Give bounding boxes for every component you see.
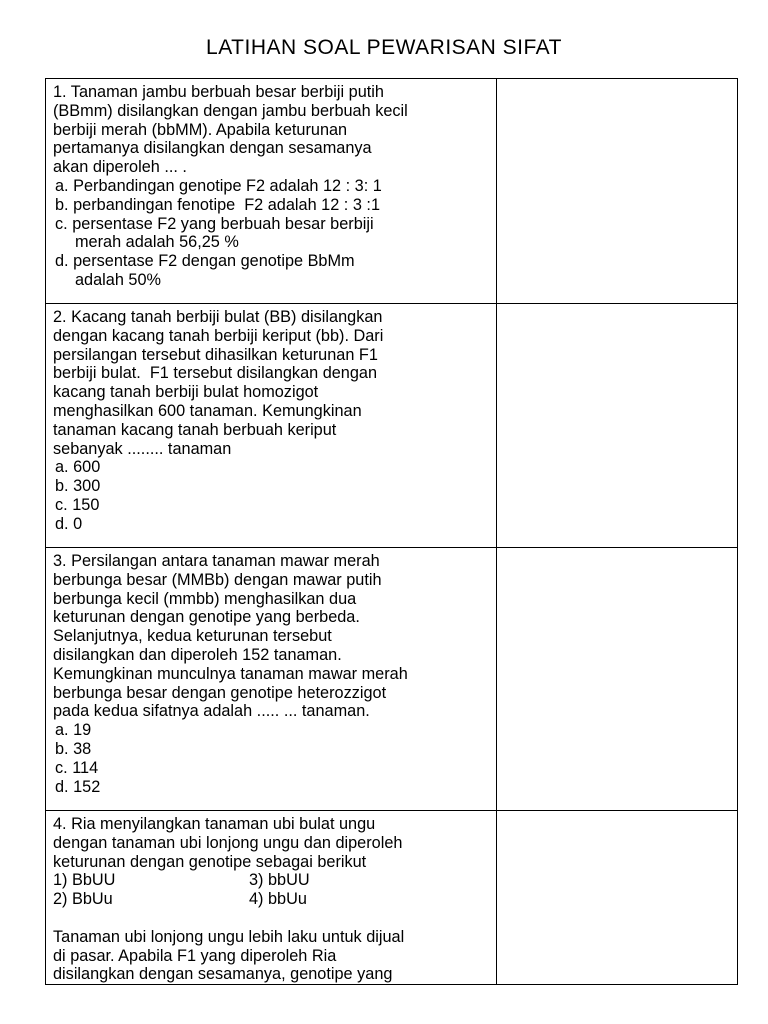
question-line: Selanjutnya, kedua keturunan tersebut [53, 627, 332, 646]
answer-cell-2 [497, 304, 738, 548]
question-table [45, 78, 738, 985]
option-text: Perbandingan genotipe F2 adalah 12 : 3: 1 [73, 176, 382, 195]
table-row [46, 304, 738, 548]
answer-option [53, 778, 490, 797]
answer-cell-3 [497, 548, 738, 811]
question-cell-1 [46, 79, 497, 304]
option-text: 152 [73, 777, 101, 796]
question-line: berbunga kecil (mmbb) menghasilkan dua [53, 589, 357, 608]
option-text: perbandingan fenotipe F2 adalah 12 : 3 :1 [73, 195, 380, 214]
question-line: berbiji bulat. F1 tersebut disilangkan dengan [53, 364, 378, 383]
table-row [46, 79, 738, 304]
option-text: 150 [72, 495, 100, 514]
question-line: berbunga besar (MMBb) dengan mawar putih [53, 570, 382, 589]
option-text: merah adalah 56,25 % [75, 233, 239, 252]
answer-option [53, 196, 490, 215]
answer-option [53, 252, 490, 290]
question-line: (BBmm) disilangkan dengan jambu berbuah kecil [53, 101, 408, 120]
option-label: b. [55, 477, 69, 496]
option-label: c. [55, 495, 68, 514]
genotype-list [53, 871, 490, 909]
page-title: LATIHAN SOAL PEWARISAN SIFAT [206, 36, 562, 59]
question-line: pada kedua sifatnya adalah ..... ... tanaman. [53, 702, 370, 721]
genotype-row [53, 890, 490, 909]
answer-cell-4 [497, 811, 738, 985]
question-line: pertamanya disilangkan dengan sesamanya [53, 139, 372, 158]
option-text: 600 [73, 458, 101, 477]
question-line: keturunan dengan genotipe sebagai berikut [53, 852, 367, 871]
question-line: berbiji merah (bbMM). Apabila keturunan [53, 120, 348, 139]
option-label: a. [55, 458, 69, 477]
question-line: 3. Persilangan antara tanaman mawar merah [53, 552, 380, 570]
option-text: adalah 50% [75, 270, 162, 289]
answer-option [53, 477, 490, 496]
genotype-item: 3) bbUU [249, 871, 310, 890]
option-label: c. [55, 758, 68, 777]
question-line: 2. Kacang tanah berbiji bulat (BB) disilangkan [53, 308, 383, 326]
genotype-item: 4) bbUu [249, 890, 307, 909]
answer-option [53, 496, 490, 515]
question-text-1 [46, 79, 496, 290]
question-line: berbunga besar dengan genotipe heterozzigot [53, 683, 387, 702]
option-text: persentase F2 dengan genotipe BbMm [73, 252, 355, 271]
answer-option [53, 515, 490, 534]
option-label: a. [55, 721, 69, 740]
question-line: sebanyak ........ tanaman [53, 439, 232, 458]
answer-option [53, 458, 490, 477]
question-cell-2 [46, 304, 497, 548]
question-line: kacang tanah berbiji bulat homozigot [53, 383, 319, 402]
question-line: Kemungkinan munculnya tanaman mawar merah [53, 664, 408, 683]
question-line: Tanaman ubi lonjong ungu lebih laku untuk dijual [53, 927, 405, 946]
option-label: b. [55, 195, 69, 214]
question-line: dengan tanaman ubi lonjong ungu dan diperoleh [53, 833, 403, 852]
option-text: 114 [72, 758, 99, 777]
answer-cell-1 [497, 79, 738, 304]
option-text: persentase F2 yang berbuah besar berbiji [72, 214, 374, 233]
question-text-3 [46, 548, 496, 796]
table-row [46, 811, 738, 985]
answer-option [53, 177, 490, 196]
question-line: disilangkan dan diperoleh 152 tanaman. [53, 645, 342, 664]
blank-line [53, 909, 490, 928]
option-text: 300 [73, 477, 101, 496]
option-label: d. [55, 252, 69, 271]
question-text-4 [46, 811, 496, 984]
answer-option [53, 740, 490, 759]
answer-option [53, 721, 490, 740]
table-row [46, 548, 738, 811]
answer-option [53, 759, 490, 778]
genotype-item: 1) BbUU [53, 871, 116, 890]
option-label: a. [55, 176, 69, 195]
answer-option [53, 215, 490, 253]
question-line: dengan kacang tanah berbiji keriput (bb). Dari [53, 326, 384, 345]
genotype-row [53, 871, 490, 890]
question-line: menghasilkan 600 tanaman. Kemungkinan [53, 401, 362, 420]
option-text: 19 [73, 721, 92, 740]
option-label: d. [55, 777, 69, 796]
option-label: b. [55, 739, 69, 758]
question-line: akan diperoleh ... . [53, 158, 187, 177]
option-text: 38 [73, 739, 92, 758]
option-label: d. [55, 514, 69, 533]
question-line: di pasar. Apabila F1 yang diperoleh Ria [53, 946, 337, 965]
question-line: keturunan dengan genotipe yang berbeda. [53, 608, 360, 627]
question-line: 1. Tanaman jambu berbuah besar berbiji putih [53, 83, 384, 101]
question-line: 4. Ria menyilangkan tanaman ubi bulat ungu [53, 815, 376, 833]
question-line: tanaman kacang tanah berbuah keriput [53, 420, 337, 439]
question-cell-3 [46, 548, 497, 811]
genotype-item: 2) BbUu [53, 890, 113, 909]
question-line: persilangan tersebut dihasilkan keturunan F1 [53, 345, 378, 364]
question-cell-4 [46, 811, 497, 985]
option-label: c. [55, 214, 68, 233]
question-text-2 [46, 304, 496, 534]
question-line: disilangkan dengan sesamanya, genotipe yang [53, 965, 393, 984]
option-text: 0 [73, 514, 83, 533]
